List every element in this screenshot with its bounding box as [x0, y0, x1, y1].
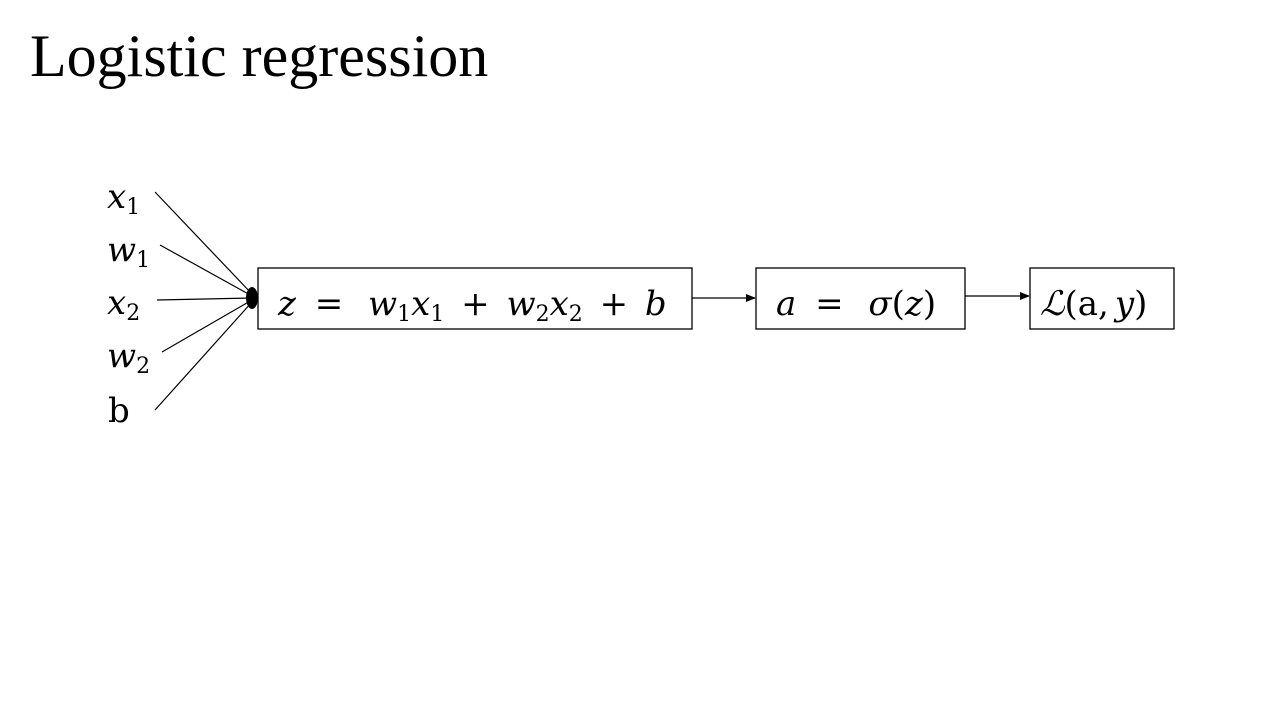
loss-node-formula: ℒ(a, y) — [1040, 284, 1148, 324]
input-b-label — [108, 391, 130, 431]
input-w2-label — [107, 336, 150, 379]
input-w1-label — [107, 230, 150, 273]
svg-text:w1: w1 — [107, 230, 151, 273]
svg-text:w2: w2 — [107, 336, 151, 379]
linear-node-formula: z = w1x1 + w2x2 + b — [278, 284, 667, 327]
input-x2-label — [107, 283, 140, 326]
svg-text:x1: x1 — [107, 177, 141, 220]
input-line-w2 — [162, 300, 252, 352]
input-line-x2 — [157, 298, 252, 300]
junction-point-icon — [246, 287, 258, 309]
input-line-w1 — [160, 245, 252, 296]
activation-node — [756, 268, 965, 329]
linear-node — [258, 268, 692, 330]
svg-text:b: b — [108, 391, 130, 431]
input-x1-label — [107, 177, 140, 220]
input-line-x1 — [155, 192, 252, 294]
loss-node — [1030, 268, 1174, 329]
slide-title: Logistic regression — [30, 23, 489, 89]
activation-node-formula: a = σ(z) — [776, 284, 937, 324]
svg-text:x2: x2 — [107, 283, 141, 326]
input-line-b — [155, 302, 252, 410]
